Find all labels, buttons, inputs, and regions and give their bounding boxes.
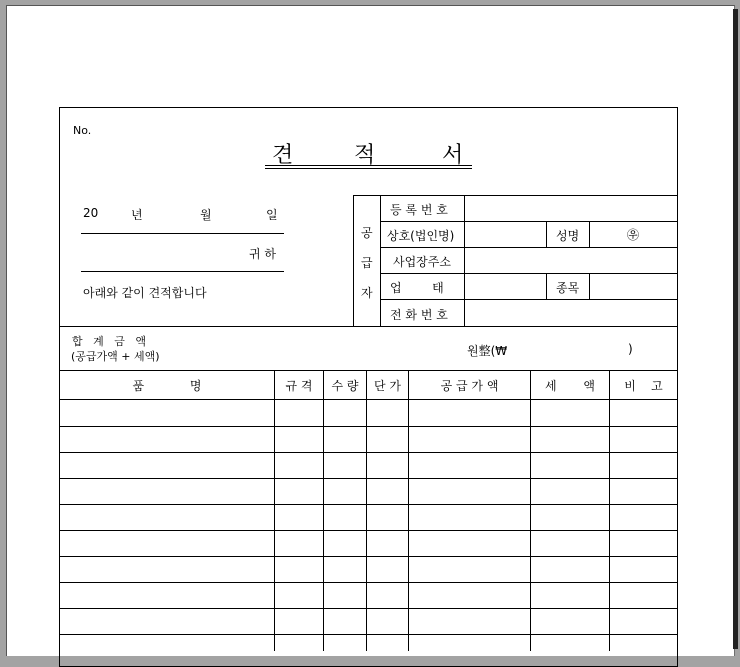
- supplier-label-divider: [380, 195, 381, 327]
- col-supply-value: 공 급 가 액: [440, 379, 499, 393]
- supplier-top-border: [353, 195, 678, 196]
- document-title: [270, 138, 470, 168]
- total-amount-prefix: 원整(₩: [467, 344, 508, 358]
- title-char-1: 견: [272, 143, 294, 168]
- rep-name-label: 성명: [556, 229, 580, 243]
- items-header-top: [59, 370, 678, 371]
- address-label: 사업장주소: [393, 255, 451, 269]
- page-shadow: [733, 9, 738, 649]
- col-spec: 규 격: [285, 379, 313, 393]
- col-note: 비 고: [624, 379, 663, 393]
- col-divider: [274, 371, 275, 651]
- col-divider: [609, 371, 610, 651]
- title-underline: [265, 165, 472, 166]
- total-sublabel: (공급가액 + 세액): [71, 350, 160, 363]
- table-row: [59, 582, 678, 583]
- table-row: [59, 426, 678, 427]
- name-cell-divider: [546, 221, 547, 247]
- no-label: No.: [73, 124, 92, 137]
- supplier-field-divider: [464, 195, 465, 327]
- seal-icon: ㉾: [627, 228, 640, 242]
- col-divider: [323, 371, 324, 651]
- supplier-row-line: [380, 273, 678, 274]
- table-row: [59, 530, 678, 531]
- name-value-divider: [589, 221, 590, 247]
- col-unit-price: 단 가: [374, 379, 401, 393]
- total-label: 합 계 금 액: [72, 335, 146, 348]
- col-item-name: 품 명: [132, 379, 202, 393]
- reg-no-label: 등 록 번 호: [390, 203, 448, 217]
- supplier-vertical-1: 공: [361, 226, 373, 240]
- item-value-divider: [589, 273, 590, 299]
- table-row: [59, 556, 678, 557]
- items-header-bottom: [59, 399, 678, 400]
- date-prefix: 20: [83, 206, 99, 220]
- supplier-vertical-2: 급: [361, 256, 373, 270]
- supplier-row-line: [380, 299, 678, 300]
- col-divider: [366, 371, 367, 651]
- business-type-label: 업 태: [390, 281, 444, 295]
- table-row: [59, 634, 678, 635]
- supplier-row-line: [380, 247, 678, 248]
- recipient-underline: [81, 271, 284, 272]
- table-row: [59, 478, 678, 479]
- title-underline-double: [265, 168, 472, 169]
- recipient-suffix: 귀 하: [249, 247, 276, 261]
- title-char-3: 서: [442, 143, 464, 168]
- date-month: 월: [200, 208, 212, 222]
- date-year: 년: [131, 208, 143, 222]
- total-amount-suffix: ): [628, 342, 633, 356]
- business-item-label: 종목: [556, 281, 580, 295]
- table-row: [59, 452, 678, 453]
- company-label: 상호(법인명): [387, 229, 455, 243]
- supplier-vertical-3: 자: [361, 286, 373, 300]
- intro-text: 아래와 같이 견적합니다: [83, 286, 207, 300]
- col-tax: 세 액: [545, 379, 595, 393]
- col-divider: [408, 371, 409, 651]
- table-row: [59, 504, 678, 505]
- col-qty: 수 량: [331, 379, 359, 393]
- title-char-2: 적: [354, 143, 376, 168]
- date-underline: [81, 233, 284, 234]
- col-divider: [530, 371, 531, 651]
- phone-label: 전 화 번 호: [390, 308, 448, 322]
- item-cell-divider: [546, 273, 547, 299]
- date-day: 일: [266, 208, 278, 222]
- table-row: [59, 608, 678, 609]
- supplier-left-border: [353, 195, 354, 327]
- supplier-row-line: [380, 221, 678, 222]
- total-top-border: [59, 326, 678, 327]
